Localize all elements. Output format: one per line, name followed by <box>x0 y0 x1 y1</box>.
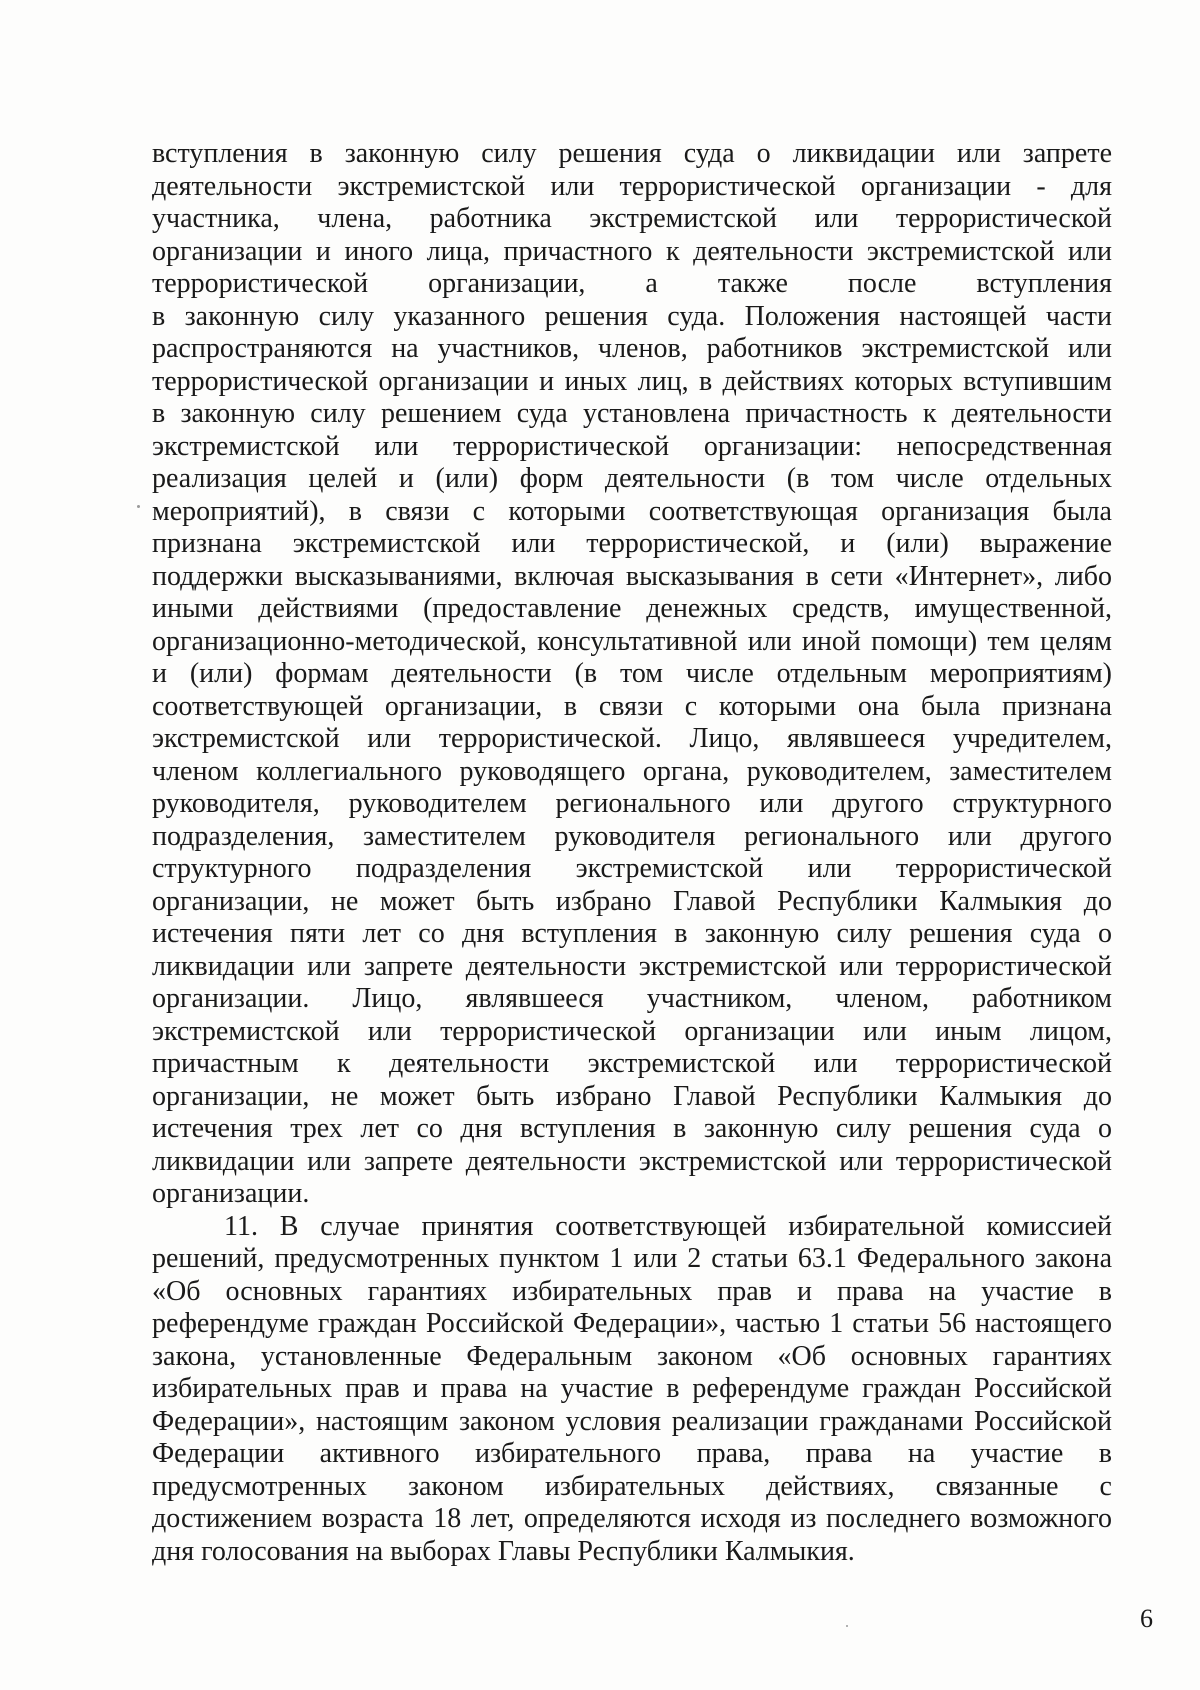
text-line: предусмотренных законом избирательных действиях, связанные с <box>152 1470 1112 1502</box>
text-line: экстремистской или террористической. Лицо, являвшееся учредителем, <box>152 723 1112 754</box>
text-line: вступления в законную силу решения суда о ликвидации или запрете <box>152 138 1112 169</box>
text-line: в законную силу указанного решения суда. Положения настоящей части <box>152 300 1112 332</box>
text-line: дня голосования на выборах Главы Республики Калмыкия. <box>152 1535 855 1567</box>
text-line: решений, предусмотренных пунктом 1 или 2 статьи 63.1 Федерального закона <box>152 1243 1112 1274</box>
page-number: 6 <box>1140 1604 1153 1633</box>
text-line: ликвидации или запрете деятельности экстремистской или террористической <box>152 950 1112 982</box>
text-line: террористической организации, а также после вступления <box>152 268 1112 299</box>
text-line: в законную силу решением суда установлена причастность к деятельности <box>152 398 1112 429</box>
text-line: поддержки высказываниями, включая высказывания в сети «Интернет», либо <box>152 560 1112 592</box>
scan-speck <box>846 1625 848 1627</box>
text-line: экстремистской или террористической организации или иным лицом, <box>152 1015 1112 1047</box>
text-line: ликвидации или запрете деятельности экстремистской или террористической <box>152 1145 1112 1177</box>
text-line: и (или) формам деятельности (в том числе отдельным мероприятиям) <box>152 658 1112 689</box>
text-line: деятельности экстремистской или террористической организации - для <box>152 170 1112 202</box>
text-line: истечения пяти лет со дня вступления в законную силу решения суда о <box>152 918 1112 949</box>
text-line: Федерации активного избирательного права, права на участие в <box>152 1438 1112 1469</box>
text-line: иными действиями (предоставление денежных средств, имущественной, <box>152 593 1112 624</box>
text-line: организации и иного лица, причастного к деятельности экстремистской или <box>152 235 1112 267</box>
text-line: распространяются на участников, членов, работников экстремистской или <box>152 333 1112 364</box>
text-line: причастным к деятельности экстремистской или террористической <box>152 1048 1112 1079</box>
text-line: Федерации», настоящим законом условия реализации гражданами Российской <box>152 1405 1112 1437</box>
text-line: «Об основных гарантиях избирательных прав и права на участие в <box>152 1275 1112 1307</box>
text-line: избирательных прав и права на участие в референдуме граждан Российской <box>152 1373 1112 1404</box>
text-line: террористической организации и иных лиц, в действиях которых вступившим <box>152 365 1112 397</box>
text-line: организационно-методической, консультативной или иной помощи) тем целям <box>152 625 1112 657</box>
text-line: референдуме граждан Российской Федерации», частью 1 статьи 56 настоящего <box>152 1308 1112 1339</box>
text-line: организации. <box>152 1178 310 1209</box>
text-line: членом коллегиального руководящего органа, руководителем, заместителем <box>152 755 1112 787</box>
text-line: закона, установленные Федеральным законом «Об основных гарантиях <box>152 1340 1112 1372</box>
text-line: подразделения, заместителем руководителя регионального или другого <box>152 820 1112 852</box>
text-line: соответствующей организации, в связи с которыми она была признана <box>152 690 1112 722</box>
text-line: организации, не может быть избрано Главой Республики Калмыкия до <box>152 885 1112 917</box>
text-line: экстремистской или террористической организации: непосредственная <box>152 430 1112 462</box>
text-line: организации, не может быть избрано Главой Республики Калмыкия до <box>152 1080 1112 1112</box>
text-line: мероприятий), в связи с которыми соответствующая организация была <box>152 495 1112 527</box>
text-line: признана экстремистской или террористической, и (или) выражение <box>152 528 1112 559</box>
text-line: организации. Лицо, являвшееся участником, членом, работником <box>152 983 1112 1014</box>
scan-speck <box>137 505 140 508</box>
text-line: структурного подразделения экстремистской или террористической <box>152 853 1112 884</box>
text-line: участника, члена, работника экстремистской или террористической <box>152 203 1112 234</box>
text-line: 11. В случае принятия соответствующей избирательной комиссией <box>224 1210 1112 1242</box>
text-line: достижением возраста 18 лет, определяются исходя из последнего возможного <box>152 1503 1112 1534</box>
text-line: руководителя, руководителем регионального или другого структурного <box>152 788 1112 819</box>
text-line: реализация целей и (или) форм деятельности (в том числе отдельных <box>152 463 1112 494</box>
text-line: истечения трех лет со дня вступления в законную силу решения суда о <box>152 1113 1112 1144</box>
document-body-text <box>152 138 1112 1568</box>
